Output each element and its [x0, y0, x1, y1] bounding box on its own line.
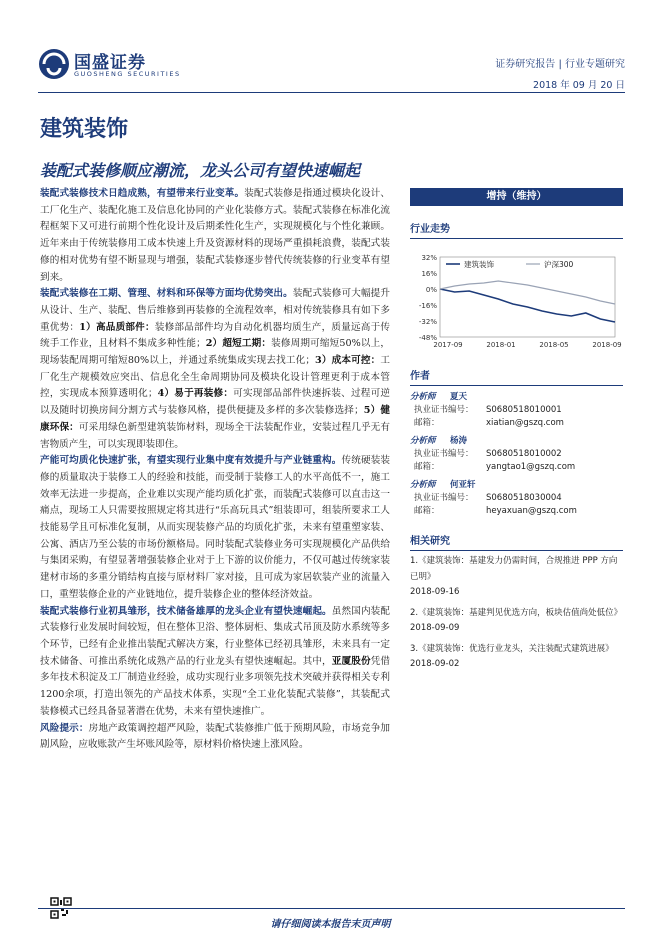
para-lead: 装配式装修行业初具雏形，技术储备雄厚的龙头企业有望快速崛起。: [40, 605, 332, 617]
author-block: [410, 391, 623, 430]
y-tick-label: 32%: [421, 254, 437, 262]
para-body: 传统硬装装修的质量取决于装修工人的经验和技能，而受制于装修工人的水平高低不一，施工效率无法进一步提高，企业难以实现产能均质化扩张，而装配式装修可以直击这一痛点，现场工人只需要按照规定将其进行“乐高玩具式”组装即可，组装所要求工人技能易学且可标准化复制，从而实现装修产品的均质化扩张，未来有望重塑家装、公寓、酒店乃至公装的市场份额格局。同时装配式装修业务可实现规模化产品供给与集团采购，有望显著增强装修企业对于上下游的议价能力，不仅可越过传统家装建材市场的多重分销结构直接与原材料厂家对接，且可成为家居软装产业的流量入口，重塑装修企业的产业链地位，提升装修企业的整体经济效益。: [40, 455, 391, 600]
email-label: 邮箱：: [414, 462, 440, 472]
related-item-date: 2018-09-16: [410, 587, 460, 597]
paragraph-4: [40, 604, 390, 721]
author-license-row: [410, 448, 623, 461]
advantage-text: 装修周期可缩短50%以上，现场装配周期可缩短80%以上，并通过系统集成实现去找工化；: [40, 338, 391, 367]
license-number: S0680518010001: [486, 405, 562, 415]
paragraph-1: [40, 186, 390, 286]
industry-title: 建筑装饰: [40, 117, 129, 142]
x-tick-label: 2018-09: [592, 341, 622, 349]
author-license-row: [410, 492, 623, 505]
report-headline: 装配式装修顺应潮流，龙头公司有望快速崛起: [40, 161, 361, 180]
author-license-row: [410, 404, 623, 417]
para-body: 装配式装修是指通过模块化设计、工厂化生产、装配化施工及信息化协同的产业化装修方式。装配式装修在标准化流程框架下又可进行前期个性化设计及后期柔性化生产，实现规模化与个性化兼顾。近年来由于传统装修用工成本快速上升及资源材料的现场严重損耗浪費，装配式装修的相对优势有望不断显现与增强，装配式装修逐步替代传统装修的行业变革有望到来。: [40, 188, 391, 283]
author-email[interactable]: yangtao1@gszq.com: [486, 462, 576, 472]
series-line-industry: [440, 289, 615, 322]
company-name-en: GUOSHENG SECURITIES: [74, 70, 181, 78]
license-number: S0680518010002: [486, 449, 562, 459]
author-email-row: [410, 461, 623, 474]
trend-title: 行业走势: [410, 220, 623, 239]
y-tick-label: -16%: [418, 302, 437, 310]
series-line-hs300: [440, 281, 615, 304]
advantage-label: 3）成本可控：: [315, 355, 381, 367]
para-tail: 凭借多年技术积淀及工厂制造业经验，成功实现行业多项领先技术突破并获得相关专利1200余项，打造出领先的产品技术体系，实现“全工业化装配式装修”，其装配式装修模式已经具备显著潜在优势，未来有望快速推广。: [40, 655, 391, 717]
risk-body: 房地产政策调控超严风险，装配式装修推广低于预期风险，市场竞争加剧风险，应收账款产生坏账风险等，原材料价格快速上涨风险。: [40, 722, 391, 751]
related-item-date: 2018-09-09: [410, 623, 460, 633]
advantage-label: 4）易于再装修：: [157, 388, 234, 400]
y-tick-label: 0%: [425, 286, 437, 294]
related-title: 相关研究: [410, 532, 623, 551]
author-block: [410, 479, 623, 518]
advantage-text: 工厂化生产规模效应突出、信息化全生命周期协同及模块化设计管理更利于成本管控，实现成本预算透明化；: [40, 355, 390, 400]
related-item-date: 2018-09-02: [410, 659, 460, 669]
y-tick-label: 16%: [421, 270, 437, 278]
risk-paragraph: [40, 721, 390, 754]
author-role-row: [410, 391, 623, 404]
related-item-title[interactable]: 1.《建筑装饰：基建发力仍需时间，合规推进 PPP 方向已明》: [410, 556, 618, 582]
author-name: 杨涛: [450, 436, 468, 446]
legend-label: 沪深300: [544, 260, 574, 269]
author-block: [410, 435, 623, 474]
author-name: 何亚轩: [450, 480, 476, 490]
advantage-text: 装修部品部件均为自动化机器均质生产，质量远高于传统手工作业，且材料不集成多种性能；: [40, 321, 391, 350]
para-lead: 装配式装修在工期、管理、材料和环保等方面均优势突出。: [40, 288, 293, 300]
author-role: 分析师: [410, 392, 436, 402]
author-name: 夏天: [450, 392, 468, 402]
y-tick-label: -48%: [418, 334, 437, 342]
email-label: 邮箱：: [414, 418, 440, 428]
company-highlight: 亚厦股份: [331, 655, 371, 667]
advantage-text: 可采用绿色新型建筑装饰材料，现场全干法装配作业，安装过程几乎无有害物质产生，可以实现即装即住。: [40, 421, 391, 450]
advantage-label: 1）高品质部件：: [79, 321, 155, 333]
advantage-label: 5）健康环保：: [40, 405, 390, 433]
paragraph-2: [40, 286, 390, 453]
email-label: 邮箱：: [414, 506, 440, 516]
legend-label: 建筑装饰: [464, 260, 494, 269]
author-role-row: [410, 435, 623, 448]
advantage-label: 2）超短工期：: [205, 338, 272, 350]
related-item-title[interactable]: 2.《建筑装饰：基建判见优选方向，板块估值尚处低位》: [410, 608, 623, 618]
author-role: 分析师: [410, 436, 436, 446]
report-date: 2018 年 09 月 20 日: [533, 80, 625, 91]
para-lead: 产能可均质化快速扩张，有望实现行业集中度有效提升与产业链重构。: [40, 455, 342, 467]
related-item-title[interactable]: 3.《建筑装饰：优选行业龙头，关注装配式建筑进展》: [410, 644, 614, 654]
license-label: 执业证书编号：: [414, 493, 474, 503]
license-label: 执业证书编号：: [414, 449, 474, 459]
advantage-text: 可实现部品部件快速拆装、过程可逆以及随时切换房间分割方式与装修风格，提供便捷及多样的多次装修选择；: [40, 388, 390, 417]
footer-disclaimer: 请仔细阅读本报告末页声明: [270, 919, 391, 930]
x-tick-label: 2018-01: [486, 341, 516, 349]
x-tick-label: 2017-09: [433, 341, 463, 349]
paragraph-3: [40, 453, 390, 603]
main-body: [40, 186, 390, 754]
y-tick-label: -32%: [418, 318, 437, 326]
para-body: 虽然国内装配式装修行业发展时间较短，但在整体卫浴、整体厨柜、集成式吊顶及防水系统等多个环节，已经有企业推出装配式解决方案，行业整体已经初具雏形，未来具有一定技术储备、可推出系统化成熟产品的行业龙头有望快速崛起。其中，: [40, 605, 391, 667]
rating-badge: 增持（维持）: [410, 188, 623, 206]
risk-lead: 风险提示：: [40, 722, 89, 734]
company-name: 国盛证券: [74, 53, 146, 73]
x-tick-label: 2018-05: [539, 341, 569, 349]
author-email[interactable]: heyaxuan@gszq.com: [486, 506, 577, 516]
para-lead: 装配式装修技术日趋成熟，有望带来行业变革。: [40, 188, 245, 199]
authors-title: 作者: [410, 367, 623, 386]
author-email-row: [410, 505, 623, 518]
footer-divider: [38, 908, 625, 909]
para-body: 装配式装修可大幅提升从设计、生产、装配、售后维修到再装修的全流程效率，相对传统装修具有如下多重优势：: [40, 288, 391, 333]
author-role-row: [410, 479, 623, 492]
header-divider: [38, 92, 625, 93]
author-email[interactable]: xiatian@gszq.com: [486, 418, 564, 428]
plot-frame: [440, 257, 615, 337]
sidebar: [410, 188, 623, 677]
report-category: 证券研究报告 | 行业专题研究: [495, 59, 625, 70]
author-role: 分析师: [410, 480, 436, 490]
trend-chart: [410, 245, 623, 353]
author-email-row: [410, 417, 623, 430]
license-number: S0680518030004: [486, 493, 562, 503]
license-label: 执业证书编号：: [414, 405, 474, 415]
